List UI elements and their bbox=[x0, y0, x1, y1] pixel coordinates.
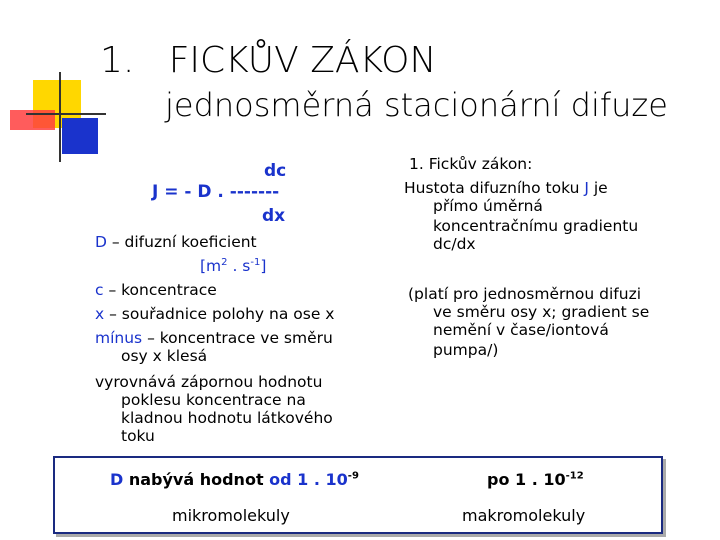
note-line-1: (platí pro jednosměrnou difuzi bbox=[408, 285, 642, 303]
d-description: – difuzní koeficient bbox=[106, 233, 257, 251]
law-title: 1. Fickův zákon: bbox=[409, 155, 533, 173]
c-symbol: c bbox=[95, 281, 104, 299]
decor-blue-square bbox=[62, 118, 98, 154]
micro-label: mikromolekuly bbox=[172, 506, 290, 525]
equation-denominator: dx bbox=[262, 206, 286, 226]
law-line-4: dc/dx bbox=[433, 235, 476, 253]
vyrovnava-line-2: poklesu koncentrace na bbox=[121, 391, 306, 409]
d-definition bbox=[95, 233, 257, 251]
c-description: – koncentrace bbox=[103, 281, 217, 299]
minus-description: – koncentrace ve směru bbox=[142, 329, 333, 347]
j-symbol: J bbox=[584, 179, 589, 197]
equation-numerator: dc bbox=[264, 161, 287, 181]
law-line-1: Hustota difuzního toku J je bbox=[404, 179, 608, 197]
x-definition bbox=[95, 305, 334, 323]
decor-horizontal-line bbox=[26, 113, 106, 115]
note-line-3: nemění v čase/iontová bbox=[433, 321, 609, 339]
vyrovnava-line-1: vyrovnává zápornou hodnotu bbox=[95, 373, 323, 391]
range-from-exp: -9 bbox=[347, 470, 359, 482]
range-to-exp: -12 bbox=[565, 470, 584, 482]
macro-label: makromolekuly bbox=[462, 506, 586, 525]
minus-description-2: osy x klesá bbox=[121, 347, 208, 365]
c-definition bbox=[95, 281, 217, 299]
vyrovnava-line-3: kladnou hodnotu látkového bbox=[121, 409, 333, 427]
range-from: od 1 . 10 bbox=[269, 470, 348, 489]
law-line-2: přímo úměrná bbox=[433, 197, 543, 215]
slide-subtitle: jednosměrná stacionární difuze bbox=[165, 86, 668, 124]
note-line-4: pumpa/) bbox=[433, 341, 499, 359]
title-text: FICKŮV ZÁKON bbox=[168, 40, 437, 81]
law-line-3: koncentračnímu gradientu bbox=[433, 217, 639, 235]
range-to: po 1 . $10^{-12}$ bbox=[487, 470, 584, 489]
d-unit: [$m^2$ . $s^{-1}$] bbox=[200, 256, 267, 275]
d-symbol: D bbox=[95, 233, 107, 251]
slide-title bbox=[100, 40, 436, 81]
range-d-label: D bbox=[110, 470, 124, 489]
vyrovnava-line-4: toku bbox=[121, 427, 155, 445]
minus-definition bbox=[95, 329, 333, 347]
minus-word: mínus bbox=[95, 329, 143, 347]
range-statement: D nabývá hodnot od 1 . $10^{-9}$ bbox=[110, 470, 359, 489]
note-line-2: ve směru osy x; gradient se bbox=[433, 303, 650, 321]
title-number: 1. bbox=[100, 40, 135, 81]
x-description: – souřadnice polohy na ose x bbox=[104, 305, 335, 323]
equation-main: J = - D . ------- bbox=[152, 182, 280, 202]
decor-vertical-line bbox=[59, 72, 61, 162]
x-symbol: x bbox=[95, 305, 105, 323]
